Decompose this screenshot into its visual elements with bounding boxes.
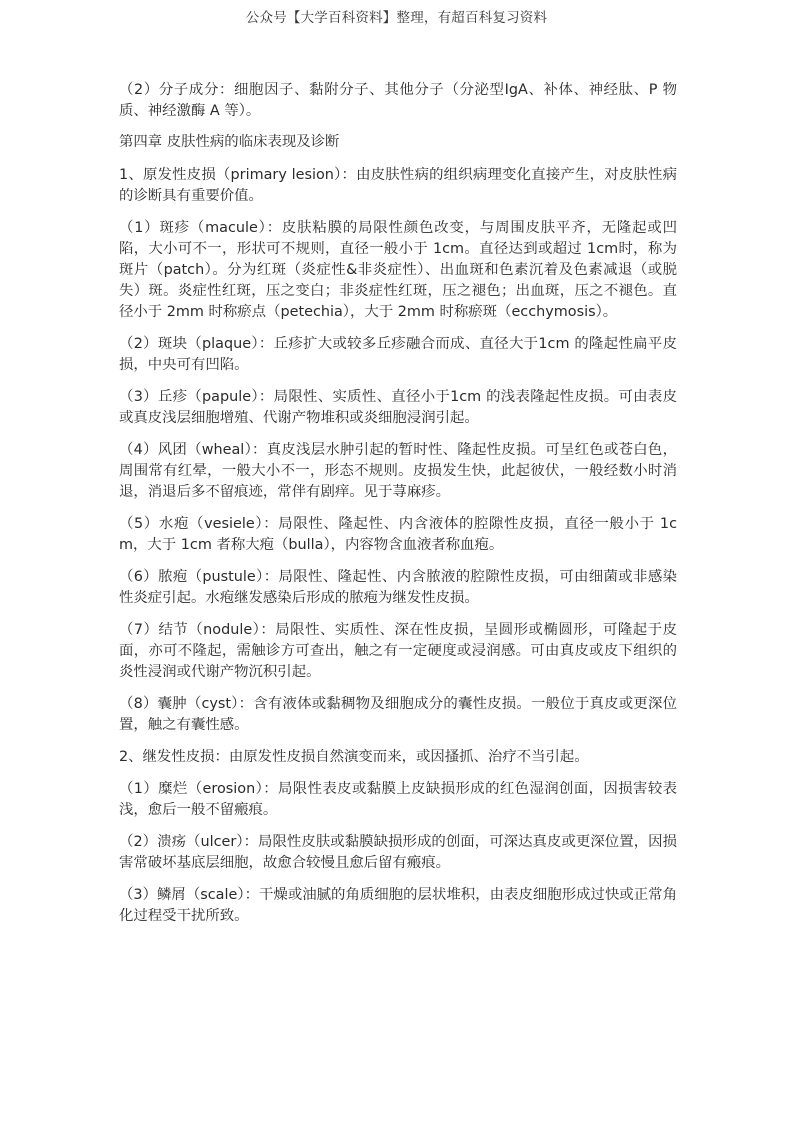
paragraph-papule: （3）丘疹（papule）：局限性、实质性、直径小于1cm 的浅表隆起性皮损。可由表皮或真皮浅层细胞增殖、代谢产物堆积或炎细胞浸润引起。 [119,389,677,426]
paragraph-plaque: （2）斑块（plaque）：丘疹扩大或较多丘疹融合而成、直径大于1cm 的隆起性扁平皮损，中央可有凹陷。 [119,336,677,373]
paragraph-cyst: （8）囊肿（cyst）：含有液体或黏稠物及细胞成分的囊性皮损。一般位于真皮或更深位置，触之有囊性感。 [119,696,677,733]
paragraph-wheal: （4）风团（wheal）：真皮浅层水肿引起的暂时性、隆起性皮损。可呈红色或苍白色，周围常有红晕，一般大小不一，形态不规则。皮损发生快，此起彼伏，一般经数小时消退，消退后多不留痕迹，常伴有剧痒。见于荨麻疹。 [119,442,677,500]
paragraph-vesicle: （5）水疱（vesiele）：局限性、隆起性、内含液体的腔隙性皮损，直径一般小于 1cm，大于 1cm 者称大疱（bulla），内容物含血液者称血疱。 [119,516,677,553]
section-secondary-lesion: 2、继发性皮损：由原发性皮损自然演变而来，或因搔抓、治疗不当引起。 [119,749,589,765]
paragraph-ulcer: （2）溃疡（ulcer）：局限性皮肤或黏膜缺损形成的创面，可深达真皮或更深位置，因损害常破坏基底层细胞，故愈合较慢且愈后留有瘢痕。 [119,834,677,871]
paragraph-erosion: （1）糜烂（erosion）：局限性表皮或黏膜上皮缺损形成的红色湿润创面，因损害较表浅，愈后一般不留瘢痕。 [119,781,677,818]
chapter-title: 第四章 皮肤性病的临床表现及诊断 [119,134,340,150]
paragraph-molecular-components: （2）分子成分：细胞因子、黏附分子、其他分子（分泌型IgA、补体、神经肽、P 物质、神经激酶 A 等）。 [119,82,677,119]
page-header: 公众号【大学百科资料】整理，有超百科复习资料 [245,10,548,26]
document-body [119,80,677,938]
section-primary-lesion: 1、原发性皮损（primary lesion）：由皮肤性病的组织病理变化直接产生，对皮肤性病的诊断具有重要价值。 [119,167,677,204]
paragraph-nodule: （7）结节（nodule）：局限性、实质性、深在性皮损，呈圆形或椭圆形，可隆起于皮面，亦可不隆起，需触诊方可查出，触之有一定硬度或浸润感。可由真皮或皮下组织的炎性浸润或代谢产物沉积引起。 [119,622,677,680]
paragraph-pustule: （6）脓疱（pustule）：局限性、隆起性、内含脓液的腔隙性皮损，可由细菌或非感染性炎症引起。水疱继发感染后形成的脓疱为继发性皮损。 [119,569,677,606]
paragraph-macule: （1）斑疹（macule）：皮肤粘膜的局限性颜色改变，与周围皮肤平齐，无隆起或凹陷，大小可不一，形状可不规则，直径一般小于 1cm。直径达到或超过 1cm时，称为斑片（patch）。分为红斑（炎症性&非炎症性）、出血斑和色素沉着及色素减退（或脱失）斑。炎症性红斑，压之变白；非炎症性红斑，压之褪色；出血斑，压之不褪色。直径小于 2mm 时称瘀点（petechia），大于 2mm 时称瘀斑（ecchymosis）。 [119,220,677,320]
paragraph-scale: （3）鳞屑（scale）：干燥或油腻的角质细胞的层状堆积，由表皮细胞形成过快或正常角化过程受干扰所致。 [119,887,677,924]
